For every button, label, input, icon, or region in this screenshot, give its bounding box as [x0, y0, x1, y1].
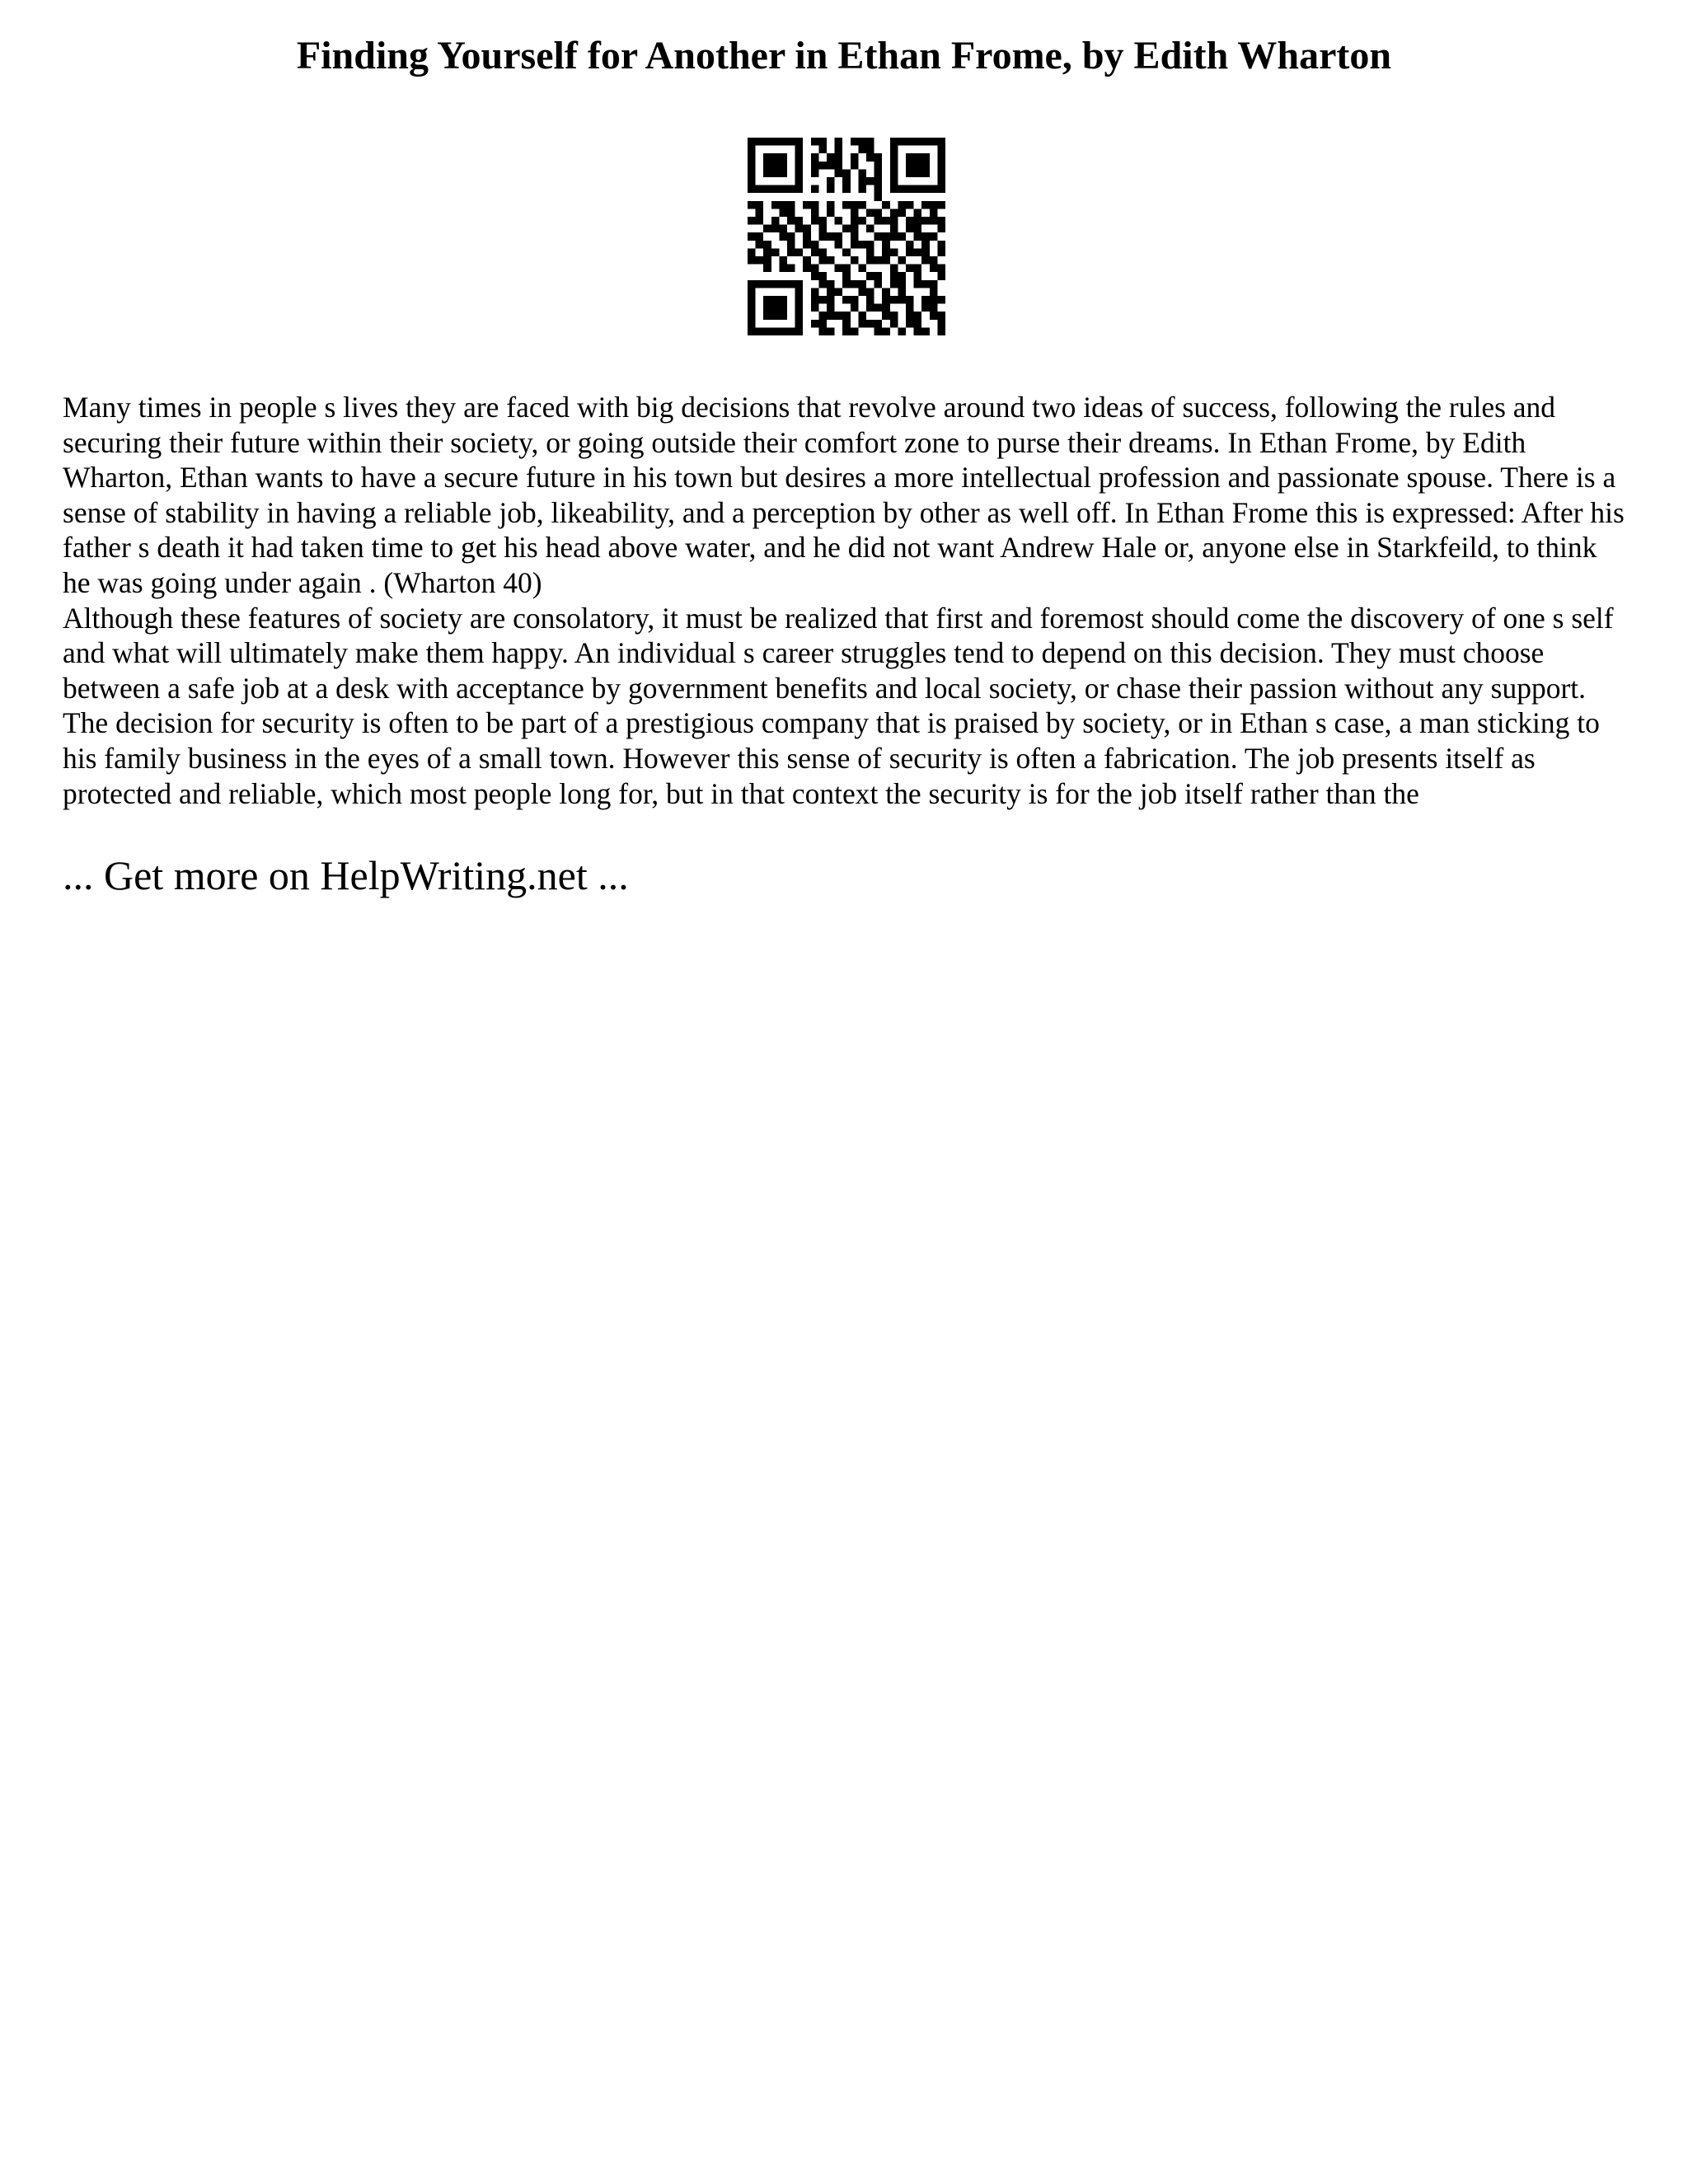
qr-code-graphic	[748, 138, 945, 335]
get-more-link[interactable]: ... Get more on HelpWriting.net ...	[63, 852, 629, 898]
document-title: Finding Yourself for Another in Ethan Frome, by Edith Wharton	[296, 34, 1392, 77]
paragraph: Although these features of society are consolatory, it must be realized that first and foremost should come the discovery of one s self and what will ultimately make them happy. An individual s career struggles tend to depend on this decision. They must choose between a safe job at a desk with acceptance by government benefits and local society, or chase their passion without any support. The decision for security is often to be part of a prestigious company that is praised by society, or in Ethan s case, a man sticking to his family business in the eyes of a small town. However this sense of security is often a fabrication. The job presents itself as protected and reliable, which most people long for, but in that context the security is for the job itself rather than the	[63, 601, 1614, 810]
document-body	[63, 390, 1629, 811]
qr-code	[748, 138, 945, 335]
paragraph: Many times in people s lives they are faced with big decisions that revolve around two ideas of success, following the rules and securing their future within their society, or going outside their comfort zone to purse their dreams. In Ethan Frome, by Edith Wharton, Ethan wants to have a secure future in his town but desires a more intellectual profession and passionate spouse. There is a sense of stability in having a reliable job, likeability, and a perception by other as well off. In Ethan Frome this is expressed: After his father s death it had taken time to get his head above water, and he did not want Andrew Hale or, anyone else in Starkfeild, to think he was going under again . (Wharton 40)	[63, 391, 1625, 599]
